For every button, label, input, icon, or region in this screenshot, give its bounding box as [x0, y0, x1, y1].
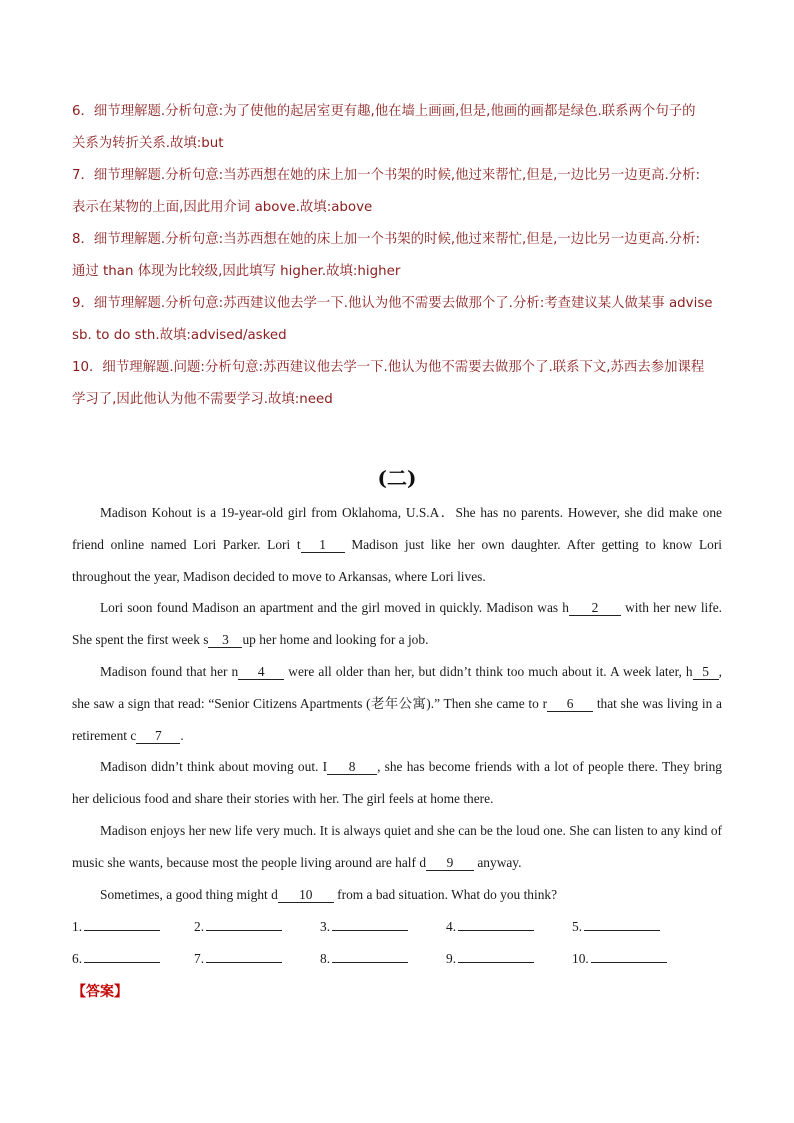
blank-7[interactable]: 7: [136, 729, 180, 744]
answer-label: 【答案】: [72, 984, 128, 1000]
answer-line: 关系为转折关系.故填:but: [72, 136, 224, 151]
answer-line: 7．细节理解题.分析句意:当苏西想在她的床上加一个书架的时候,他过来帮忙,但是,一边比另一边更高.分析:: [72, 168, 701, 183]
blank-3[interactable]: 3: [208, 633, 242, 648]
passage-paragraph-1: Madison Kohout is a 19-year-old girl from Oklahoma, U.S.A．She has no parents. However, she did make one friend online named Lori Parker. Lori t 1 Madison just like her own daughter. After getting to know Lori throughout the year, Madison decided to move to Arkansas, where Lori lives.: [72, 505, 723, 584]
blank-2[interactable]: 2: [569, 601, 621, 616]
answer-blanks-grid: [72, 918, 732, 981]
answer-line: 表示在某物的上面,因此用介词 above.故填:above: [72, 200, 373, 215]
answer-blank-2[interactable]: 2.: [194, 918, 282, 935]
blank-8[interactable]: 8: [327, 760, 377, 775]
blank-9[interactable]: 9: [426, 856, 474, 871]
answer-blank-10[interactable]: 10.: [572, 950, 667, 967]
answer-blank-8[interactable]: 8.: [320, 950, 408, 967]
passage-paragraph-2: Lori soon found Madison an apartment and the girl moved in quickly. Madison was h 2 with her new life. She spent the first week s 3 up her home and looking for a job.: [72, 600, 723, 648]
blank-6[interactable]: 6: [547, 697, 593, 712]
answer-explanations: [72, 96, 722, 416]
passage-paragraph-6: Sometimes, a good thing might d 10 from a bad situation. What do you think?: [100, 886, 558, 902]
answer-blank-4[interactable]: 4.: [446, 918, 534, 935]
answer-line: 9．细节理解题.分析句意:苏西建议他去学一下.他认为他不需要去做那个了.分析:考查建议某人做某事 advise: [72, 296, 713, 311]
answer-blank-7[interactable]: 7.: [194, 950, 282, 967]
answer-blank-3[interactable]: 3.: [320, 918, 408, 935]
answer-blank-5[interactable]: 5.: [572, 918, 660, 935]
answer-line: 通过 than 体现为比较级,因此填写 higher.故填:higher: [72, 264, 401, 279]
blank-4[interactable]: 4: [238, 665, 284, 680]
blank-5[interactable]: 5: [693, 665, 719, 680]
blank-10[interactable]: 10: [278, 888, 334, 903]
passage-paragraph-4: Madison didn’t think about moving out. I 8 , she has become friends with a lot of people there. They bring her delicious food and share their stories with her. The girl feels at home there.: [72, 759, 723, 807]
answer-line: 10．细节理解题.问题:分析句意:苏西建议他去学一下.他认为他不需要去做那个了.联系下文,苏西去参加课程: [72, 360, 705, 375]
blank-1[interactable]: 1: [301, 538, 345, 553]
answer-blank-6[interactable]: 6.: [72, 950, 160, 967]
answer-blanks-row: [72, 918, 732, 950]
answer-line: 学习了,因此他认为他不需要学习.故填:need: [72, 392, 333, 407]
passage-paragraph-5: Madison enjoys her new life very much. It is always quiet and she can be the loud one. She can listen to any kind of music she wants, because most the people living around are half d 9 anyway.: [72, 822, 722, 870]
answer-blank-9[interactable]: 9.: [446, 950, 534, 967]
answer-line: sb. to do sth.故填:advised/asked: [72, 328, 287, 343]
answer-blank-1[interactable]: 1.: [72, 918, 160, 935]
answer-line: 8．细节理解题.分析句意:当苏西想在她的床上加一个书架的时候,他过来帮忙,但是,一边比另一边更高.分析:: [72, 232, 701, 247]
passage: [72, 497, 722, 910]
section-title: (二): [377, 466, 417, 490]
passage-paragraph-3: Madison found that her n 4 were all older than her, but didn’t think too much about it. A week later, h 5 , she saw a sign that read: “Senior Citizens Apartments (老年公寓).” Then she came to r 6 that she was living in a retirement c 7 .: [72, 663, 722, 743]
answer-blanks-row: [72, 950, 732, 982]
answer-line: 6．细节理解题.分析句意:为了使他的起居室更有趣,他在墙上画画,但是,他画的画都是绿色.联系两个句子的: [72, 104, 696, 119]
